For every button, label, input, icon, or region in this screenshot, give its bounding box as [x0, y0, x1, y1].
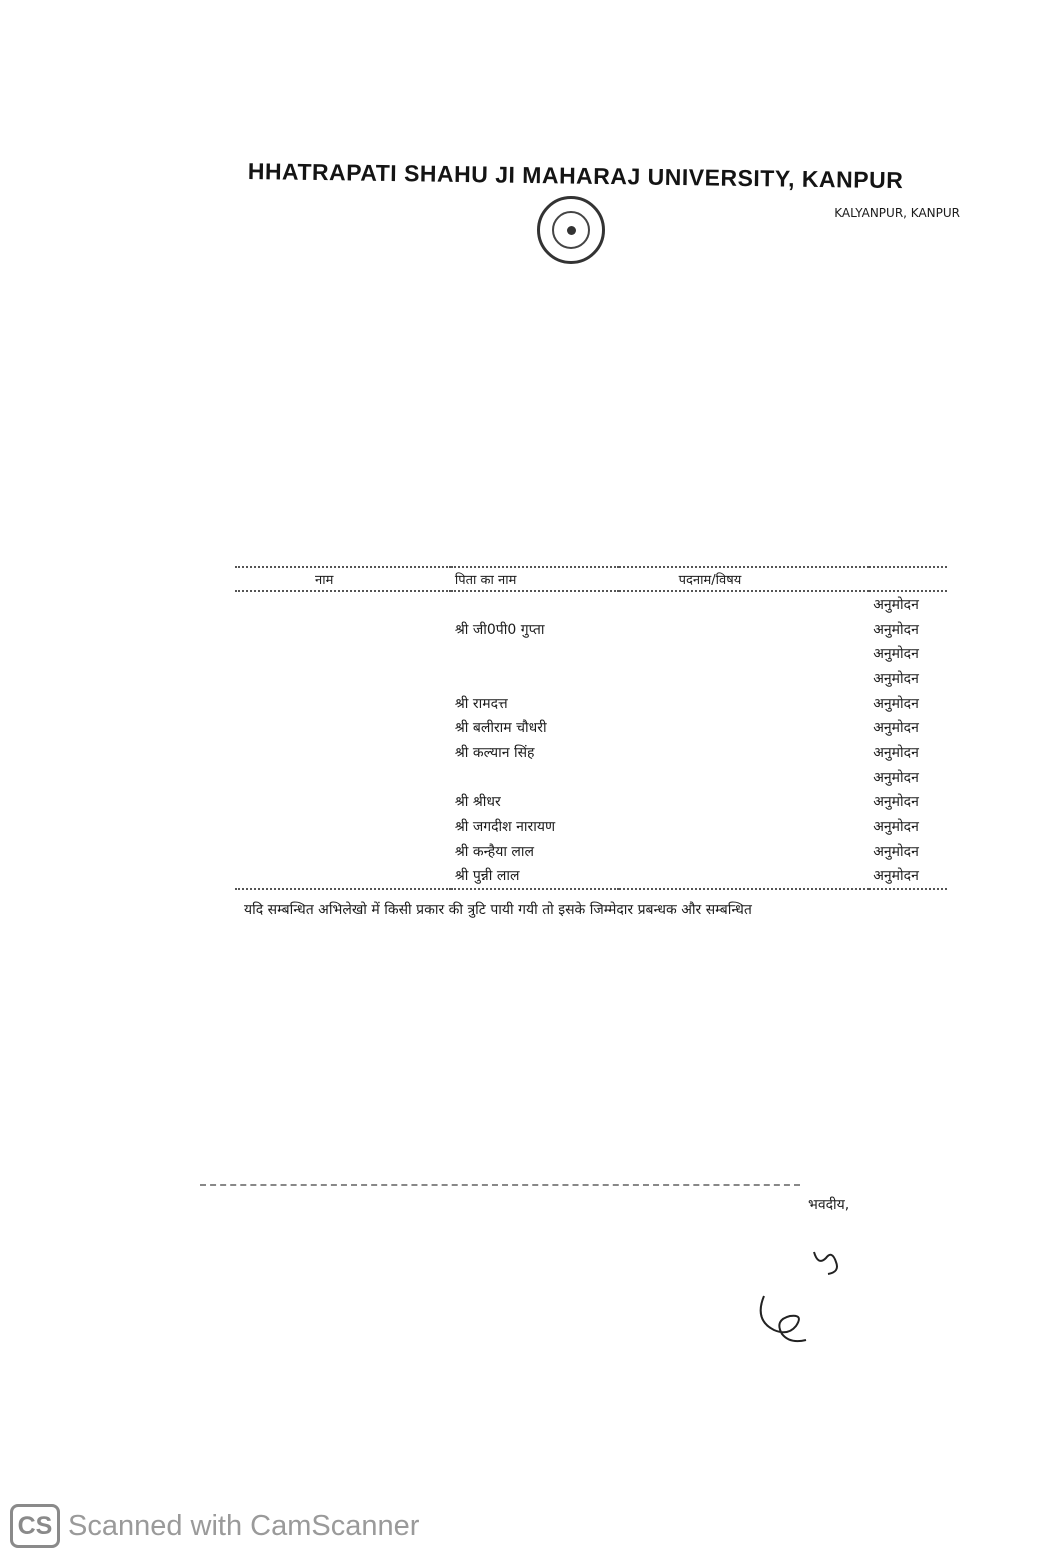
cell-status: अनुमोदन	[873, 794, 919, 811]
cell-post	[619, 617, 870, 642]
cell-post	[619, 666, 870, 691]
cell-status: अनुमोदन	[873, 720, 919, 737]
cell-name	[235, 740, 451, 765]
cell-father: श्री रामदत्त	[454, 695, 508, 712]
cell-status: अनुमोदन	[873, 596, 919, 613]
cell-status: अनुमोदन	[869, 864, 947, 890]
cell-post	[619, 591, 870, 617]
cell-name	[235, 641, 451, 666]
cell-name	[235, 691, 451, 716]
cell-name	[235, 790, 451, 815]
table-row	[235, 790, 947, 815]
column-header-status	[869, 567, 947, 591]
table-row	[235, 740, 947, 765]
cell-father: श्री श्रीधर	[454, 794, 501, 811]
cell-name	[235, 715, 451, 740]
cell-name	[235, 839, 451, 864]
column-header-post: पदनाम/विषय	[619, 567, 870, 591]
column-header-name: नाम	[235, 567, 451, 591]
table-row	[235, 715, 947, 740]
cell-post	[619, 765, 870, 790]
cell-status: अनुमोदन	[873, 769, 919, 786]
cell-status: अनुमोदन	[873, 843, 919, 860]
cell-father: श्री कन्हैया लाल	[454, 843, 535, 860]
handwritten-signature	[752, 1240, 902, 1350]
table-header-row	[235, 567, 947, 591]
camscanner-watermark-text: Scanned with CamScanner	[68, 1509, 420, 1542]
column-header-father: पिता का नाम	[451, 567, 619, 591]
university-name-english: HHATRAPATI SHAHU JI MAHARAJ UNIVERSITY, KANPUR	[247, 158, 904, 194]
cell-father	[451, 591, 619, 617]
cell-father: श्री पुन्नी लाल	[451, 864, 619, 890]
cell-name	[235, 666, 451, 691]
cell-father: श्री जी0पी0 गुप्ता	[454, 621, 545, 638]
approval-table	[235, 566, 947, 890]
cell-post	[619, 864, 870, 890]
cell-father	[451, 765, 619, 790]
cell-status: अनुमोदन	[873, 670, 919, 687]
table-row	[235, 591, 947, 617]
camscanner-logo-icon: CS	[10, 1504, 60, 1548]
table-row	[235, 641, 947, 666]
cell-father: श्री बलीराम चौधरी	[454, 720, 547, 737]
cell-post	[619, 740, 870, 765]
cell-father: श्री जगदीश नारायण	[454, 819, 556, 836]
cell-name	[235, 591, 451, 617]
table-row	[235, 617, 947, 642]
cell-post	[619, 715, 870, 740]
dashed-separator	[200, 1184, 800, 1186]
cell-status: अनुमोदन	[873, 819, 919, 836]
table-row	[235, 839, 947, 864]
table-row	[235, 765, 947, 790]
table-row	[235, 864, 947, 890]
sign-off: भवदीय,	[808, 1197, 850, 1213]
cell-status: अनुमोदन	[873, 621, 919, 638]
university-name-hindi	[195, 106, 985, 120]
cell-name	[235, 864, 451, 890]
cell-father	[451, 641, 619, 666]
table-row	[235, 691, 947, 716]
university-seal-icon	[537, 196, 605, 264]
cell-post	[619, 790, 870, 815]
cell-status: अनुमोदन	[873, 744, 919, 761]
table-row	[235, 666, 947, 691]
cell-father	[451, 666, 619, 691]
campus-line-english: KALYANPUR, KANPUR	[834, 206, 960, 220]
cell-name	[235, 814, 451, 839]
cell-post	[619, 839, 870, 864]
cell-post	[619, 814, 870, 839]
note-paragraph: यदि सम्बन्धित अभिलेखो में किसी प्रकार की त्रुटि पायी गयी तो इसके जिम्मेदार प्रबन्धक और सम्बन्धित	[244, 902, 752, 918]
notes-section	[230, 898, 948, 924]
camscanner-footer	[10, 1500, 419, 1552]
cell-father: श्री कल्यान सिंह	[454, 744, 535, 761]
cell-status: अनुमोदन	[873, 695, 919, 712]
cell-post	[619, 641, 870, 666]
table-row	[235, 814, 947, 839]
campus-address	[812, 205, 960, 222]
cell-name	[235, 765, 451, 790]
cell-post	[619, 691, 870, 716]
cell-status: अनुमोदन	[873, 646, 919, 663]
cell-name	[235, 617, 451, 642]
